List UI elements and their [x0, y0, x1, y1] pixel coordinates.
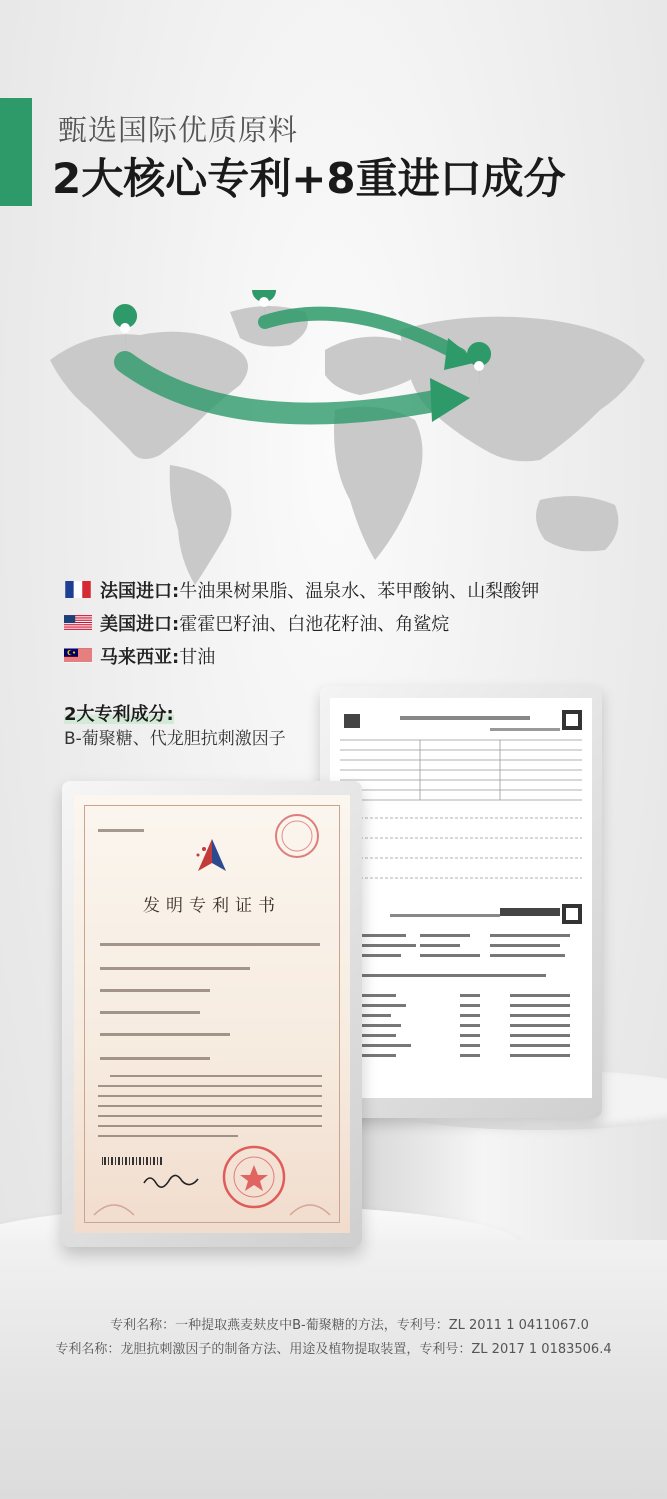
- origin-row-france: [64, 573, 539, 606]
- origin-list: [64, 573, 539, 672]
- patent-notes: [0, 1314, 667, 1362]
- africa-shape: [334, 407, 423, 560]
- origin-items: 牛油果树果脂、温泉水、苯甲酸钠、山梨酸钾: [179, 580, 540, 602]
- page-subtitle: 甄选国际优质原料: [58, 113, 299, 147]
- origin-row-malaysia: [64, 639, 539, 672]
- origin-items: 甘油: [179, 646, 216, 668]
- south-america-shape: [170, 465, 232, 585]
- podium-front: [0, 1240, 667, 1499]
- europe-shape: [325, 337, 413, 395]
- australia-shape: [536, 496, 618, 551]
- france-flag-icon: [64, 581, 92, 598]
- page-title: 2大核心专利+8重进口成分: [52, 154, 566, 203]
- customs-document-lines: [330, 698, 592, 1098]
- patent-heading: 2大专利成分:: [64, 700, 174, 726]
- director-signature: [144, 1175, 198, 1187]
- patent-note: 专利名称：龙胆抗刺激因子的制备方法、用途及植物提取装置，专利号：ZL 2017 1 0183506.4: [55, 1342, 612, 1357]
- certificate-body-lines: [74, 795, 350, 1233]
- customs-document: [330, 698, 592, 1098]
- patent-certificate-frame: [62, 781, 362, 1247]
- patent-ingredients: B-葡聚糖、代龙胆抗刺激因子: [64, 729, 286, 749]
- origin-country: 马来西亚:: [100, 646, 180, 668]
- patent-note: 专利名称：一种提取燕麦麸皮中B-葡聚糖的方法，专利号：ZL 2011 1 0411067.0: [110, 1318, 589, 1333]
- world-map: [30, 290, 660, 590]
- patent-certificate: [74, 795, 350, 1233]
- origin-row-usa: [64, 606, 539, 639]
- usa-flag-icon: [64, 614, 92, 631]
- accent-bar: [0, 98, 32, 206]
- origin-country: 美国进口:: [100, 613, 180, 635]
- malaysia-flag-icon: [64, 647, 92, 664]
- origin-country: 法国进口:: [100, 580, 180, 602]
- certificate-title: 发明专利证书: [143, 896, 281, 916]
- customs-document-frame: [320, 686, 602, 1118]
- origin-items: 霍霍巴籽油、白池花籽油、角鲨烷: [179, 613, 450, 635]
